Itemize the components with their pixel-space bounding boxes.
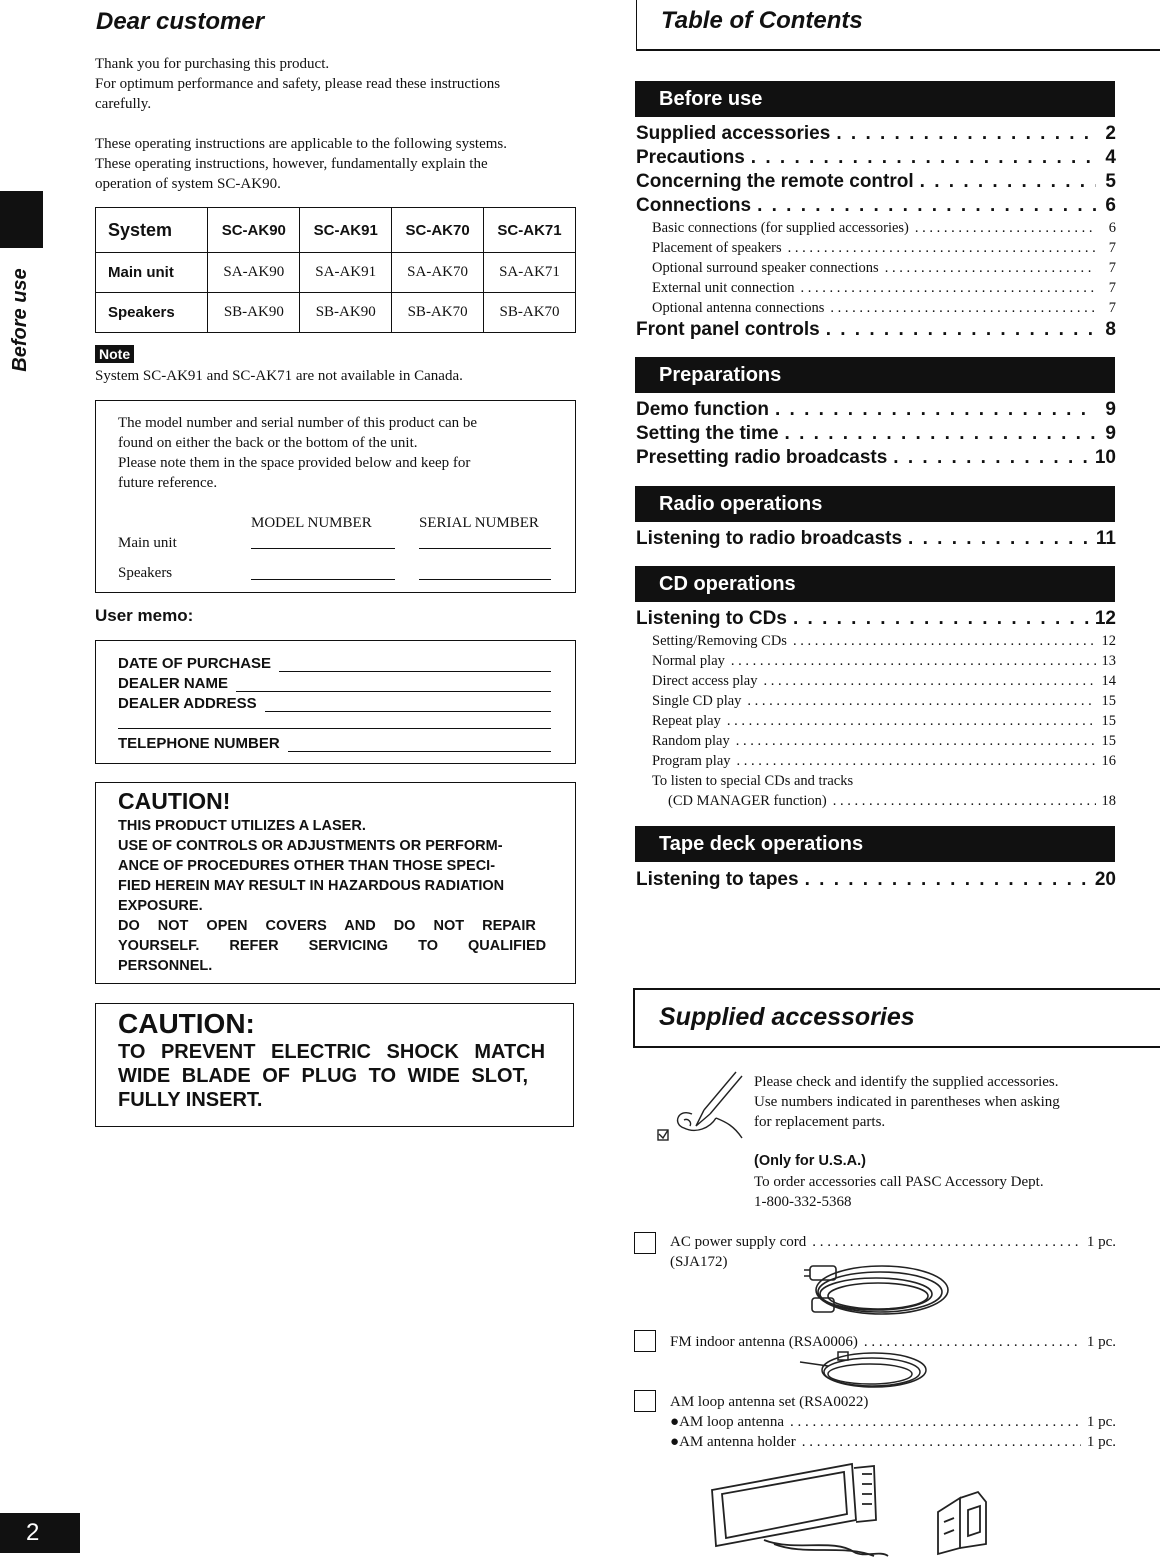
accessories-header-rule (633, 1046, 1160, 1048)
text-line: THIS PRODUCT UTILIZES A LASER. (118, 818, 366, 834)
text-line: TO PREVENT ELECTRIC SHOCK MATCH (118, 1041, 546, 1063)
toc-entry-title: Basic connections (for supplied accessories) (652, 220, 909, 236)
memo-dealer-address-row (118, 692, 551, 712)
accessory-subitem (670, 1412, 1116, 1432)
toc-subentry[interactable] (652, 258, 1116, 278)
text-line: FIED HEREIN MAY RESULT IN HAZARDOUS RADIATION (118, 878, 505, 894)
fm-antenna-icon (798, 1350, 928, 1394)
am-antenna-set-checkbox[interactable] (634, 1390, 656, 1412)
serial-instructions (118, 413, 558, 493)
fm-antenna-checkbox[interactable] (634, 1330, 656, 1352)
dealer-address-field[interactable] (265, 697, 551, 712)
accessories-intro (754, 1072, 1124, 1132)
toc-entry-page: 5 (1105, 171, 1116, 192)
toc-entry[interactable] (636, 122, 1116, 146)
am-loop-antenna-icon (704, 1460, 894, 1560)
ac-cord-icon (802, 1256, 950, 1322)
toc-entry-title: Presetting radio broadcasts (636, 447, 888, 468)
table-row (96, 293, 576, 333)
toc-entry-page: 6 (1105, 195, 1116, 216)
toc-entry-title: Direct access play (652, 673, 758, 689)
accessory-subitem (670, 1432, 1116, 1452)
text-line: FULLY INSERT. (118, 1089, 263, 1111)
text-line: Thank you for purchasing this product. (95, 56, 330, 72)
accessory-item (670, 1232, 1116, 1252)
toc-header-rule (636, 0, 637, 50)
toc-entry-page: 7 (1108, 300, 1116, 316)
table-cell: SC-AK91 (300, 208, 392, 253)
main-unit-model-field[interactable] (251, 548, 395, 549)
toc-section-preparations: Preparations (635, 357, 1115, 393)
toc-subentry[interactable] (652, 671, 1116, 691)
toc-entry[interactable] (636, 146, 1116, 170)
toc-subentry[interactable] (652, 751, 1116, 771)
toc-section-tape: Tape deck operations (635, 826, 1115, 862)
text-line: Please note them in the space provided below and keep for (118, 455, 471, 471)
toc-entry-page: 11 (1095, 528, 1116, 549)
dealer-name-field[interactable] (236, 677, 551, 692)
table-cell: SA-AK91 (300, 253, 392, 293)
toc-entry-title: (CD MANAGER function) (668, 793, 827, 809)
bullet: ● (670, 1434, 680, 1450)
side-section-label: Before use (9, 268, 31, 372)
toc-subentry[interactable] (652, 238, 1116, 258)
table-cell: SA-AK90 (208, 253, 300, 293)
model-number-heading: MODEL NUMBER (251, 515, 372, 531)
toc-entry[interactable] (636, 194, 1116, 218)
toc-entry-title: Front panel controls (636, 319, 820, 340)
text-line: YOURSELF. REFER SERVICING TO QUALIFIED (118, 938, 547, 954)
toc-entry-page: 18 (1101, 793, 1116, 809)
toc-entry-page: 8 (1105, 319, 1116, 340)
dealer-address-field-line2[interactable] (118, 728, 551, 729)
toc-entry-title: Repeat play (652, 713, 721, 729)
toc-entry-title: Demo function (636, 399, 769, 420)
text-line: EXPOSURE. (118, 898, 203, 914)
toc-entry-page: 12 (1094, 608, 1116, 629)
toc-entry-page: 15 (1101, 693, 1116, 709)
toc-entry-page: 9 (1105, 399, 1116, 420)
text-line: To order accessories call PASC Accessory Dept. (754, 1174, 1044, 1190)
accessory-part-number: (SJA172) (670, 1254, 728, 1270)
toc-section-before-use: Before use (635, 81, 1115, 117)
toc-header-rule (636, 49, 1160, 51)
text-line: 1-800-332-5368 (754, 1194, 852, 1210)
toc-entry-title: Normal play (652, 653, 725, 669)
toc-entry[interactable] (636, 527, 1116, 551)
toc-subentry[interactable] (668, 791, 1116, 811)
toc-entry-title: Connections (636, 195, 752, 216)
toc-entry-page: 2 (1105, 123, 1116, 144)
text-line: for replacement parts. (754, 1114, 886, 1130)
dear-intro (95, 54, 579, 194)
toc-entry-title: Listening to CDs (636, 608, 787, 629)
text-line: Use numbers indicated in parentheses when asking (754, 1094, 1060, 1110)
table-cell: System (96, 208, 208, 253)
caution-text (118, 816, 550, 976)
accessories-title: Supplied accessories (659, 1003, 915, 1031)
table-row (96, 253, 576, 293)
speakers-serial-field[interactable] (419, 579, 551, 580)
accessory-name: AM antenna holder (679, 1434, 796, 1450)
toc-entry-title: Placement of speakers (652, 240, 782, 256)
memo-field-label: DATE OF PURCHASE (118, 655, 272, 672)
toc-entry-page: 7 (1108, 280, 1116, 296)
table-header-row (96, 208, 576, 253)
toc-section-radio: Radio operations (635, 486, 1115, 522)
accessory-qty: 1 pc. (1086, 1334, 1116, 1350)
toc-entry[interactable] (636, 170, 1116, 194)
accessory-qty: 1 pc. (1086, 1234, 1116, 1250)
toc-entry-title: Single CD play (652, 693, 742, 709)
speakers-model-field[interactable] (251, 579, 395, 580)
toc-entry-title: Optional antenna connections (652, 300, 825, 316)
note-text: System SC-AK91 and SC-AK71 are not available in Canada. (95, 368, 463, 384)
text-line: operation of system SC-AK90. (95, 176, 281, 192)
am-antenna-holder-icon (930, 1488, 992, 1558)
toc-subentry[interactable] (652, 278, 1116, 298)
accessory-qty: 1 pc. (1086, 1434, 1116, 1450)
table-cell: SA-AK70 (392, 253, 484, 293)
toc-entry-page: 10 (1094, 447, 1116, 468)
table-cell: Speakers (96, 293, 208, 333)
toc-entry-page: 15 (1101, 713, 1116, 729)
toc-subentry[interactable] (652, 731, 1116, 751)
text-line: Please check and identify the supplied accessories. (754, 1074, 1059, 1090)
text-line: ANCE OF PROCEDURES OTHER THAN THOSE SPECI- (118, 858, 496, 874)
toc-entry-title: Precautions (636, 147, 745, 168)
date-of-purchase-field[interactable] (279, 657, 551, 672)
table-cell: SB-AK70 (484, 293, 576, 333)
memo-field-label: DEALER ADDRESS (118, 695, 257, 712)
toc-entry-title: Random play (652, 733, 730, 749)
toc-entry-page: 20 (1094, 869, 1116, 890)
accessory-item (670, 1392, 1116, 1412)
side-tab-marker (0, 191, 43, 248)
systems-table (95, 207, 576, 333)
toc-entry-title: Optional surround speaker connections (652, 260, 879, 276)
text-line: These operating instructions, however, fundamentally explain the (95, 156, 488, 172)
toc-entry-title: Program play (652, 753, 731, 769)
toc-entry[interactable] (636, 398, 1116, 422)
speakers-label: Speakers (118, 565, 173, 581)
toc-entry-title: Concerning the remote control (636, 171, 914, 192)
accessory-qty: 1 pc. (1086, 1414, 1116, 1430)
toc-entry-title: Setting the time (636, 423, 779, 444)
accessories-header-rule (633, 988, 635, 1048)
toc-entry-page: 4 (1105, 147, 1116, 168)
note-badge: Note (95, 345, 134, 363)
toc-entry-page: 16 (1101, 753, 1116, 769)
usa-only-label: (Only for U.S.A.) (754, 1153, 866, 1169)
table-cell: SA-AK71 (484, 253, 576, 293)
main-unit-label: Main unit (118, 535, 177, 551)
table-cell: Main unit (96, 253, 208, 293)
user-memo-title: User memo: (95, 606, 194, 625)
table-cell: SB-AK90 (300, 293, 392, 333)
toc-subentry[interactable] (652, 298, 1116, 318)
toc-entry-title: Listening to tapes (636, 869, 799, 890)
toc-entry-page: 15 (1101, 733, 1116, 749)
toc-entry[interactable] (636, 868, 1116, 892)
main-unit-serial-field[interactable] (419, 548, 551, 549)
toc-title: Table of Contents (661, 7, 863, 34)
table-cell: SB-AK90 (208, 293, 300, 333)
text-line: carefully. (95, 96, 152, 112)
table-cell: SC-AK90 (208, 208, 300, 253)
caution-text (118, 1040, 550, 1112)
text-line: These operating instructions are applicable to the following systems. (95, 136, 507, 152)
laser-caution-box (95, 782, 576, 984)
accessory-name: AM loop antenna set (RSA0022) (670, 1394, 869, 1410)
toc-subentry[interactable] (652, 218, 1116, 238)
toc-entry-title: External unit connection (652, 280, 795, 296)
text-line: found on either the back or the bottom of the unit. (118, 435, 418, 451)
text-line: For optimum performance and safety, please read these instructions (95, 76, 501, 92)
shock-caution-box (95, 1003, 574, 1127)
serial-number-heading: SERIAL NUMBER (419, 515, 539, 531)
dear-customer-title: Dear customer (96, 8, 265, 35)
table-cell: SC-AK71 (484, 208, 576, 253)
toc-section-cd: CD operations (635, 566, 1115, 602)
toc-entry-page: 7 (1108, 260, 1116, 276)
toc-entry-page: 13 (1101, 653, 1116, 669)
memo-field-label: DEALER NAME (118, 675, 229, 692)
text-line: PERSONNEL. (118, 958, 213, 974)
text-line: USE OF CONTROLS OR ADJUSTMENTS OR PERFORM- (118, 838, 503, 854)
memo-dealer-name-row (118, 672, 551, 692)
text-line: future reference. (118, 475, 218, 491)
memo-date-row (118, 652, 551, 672)
accessory-item (670, 1332, 1116, 1352)
pen-check-icon (656, 1068, 748, 1144)
accessory-name: FM indoor antenna (RSA0006) (670, 1334, 858, 1350)
text-line: The model number and serial number of this product can be (118, 415, 478, 431)
toc-entry[interactable] (636, 446, 1116, 470)
user-memo-box (95, 640, 576, 764)
toc-subentry[interactable] (652, 711, 1116, 731)
bullet: ● (670, 1414, 680, 1430)
serial-number-box (95, 400, 576, 593)
toc-subentry[interactable] (652, 651, 1116, 671)
toc-entry[interactable] (636, 607, 1116, 631)
toc-entry[interactable] (636, 422, 1116, 446)
ac-cord-checkbox[interactable] (634, 1232, 656, 1254)
memo-telephone-row (118, 732, 551, 752)
toc-entry-page: 6 (1108, 220, 1116, 236)
toc-entry-title: Supplied accessories (636, 123, 831, 144)
page-number: 2 (0, 1513, 80, 1553)
table-cell: SB-AK70 (392, 293, 484, 333)
toc-subentry-line1: To listen to special CDs and tracks (652, 773, 854, 789)
text-line: DO NOT OPEN COVERS AND DO NOT REPAIR (118, 918, 536, 934)
toc-entry-title: Listening to radio broadcasts (636, 528, 903, 549)
toc-entry-page: 9 (1105, 423, 1116, 444)
table-cell: SC-AK70 (392, 208, 484, 253)
toc-subentry[interactable] (652, 631, 1116, 651)
memo-field-label: TELEPHONE NUMBER (118, 735, 280, 752)
usa-order-info (754, 1172, 1124, 1212)
caution-title: CAUTION! (118, 788, 231, 814)
toc-entry[interactable] (636, 318, 1116, 342)
accessories-header-rule (633, 988, 1160, 990)
text-line: WIDE BLADE OF PLUG TO WIDE SLOT, (118, 1065, 529, 1087)
toc-subentry[interactable] (652, 691, 1116, 711)
telephone-number-field[interactable] (288, 737, 551, 752)
toc-entry-page: 7 (1108, 240, 1116, 256)
toc-entry-page: 14 (1101, 673, 1116, 689)
toc-entry-page: 12 (1101, 633, 1116, 649)
accessory-name: AM loop antenna (679, 1414, 785, 1430)
caution-title: CAUTION: (118, 1008, 255, 1039)
accessory-name: AC power supply cord (670, 1234, 807, 1250)
toc-entry-title: Setting/Removing CDs (652, 633, 787, 649)
